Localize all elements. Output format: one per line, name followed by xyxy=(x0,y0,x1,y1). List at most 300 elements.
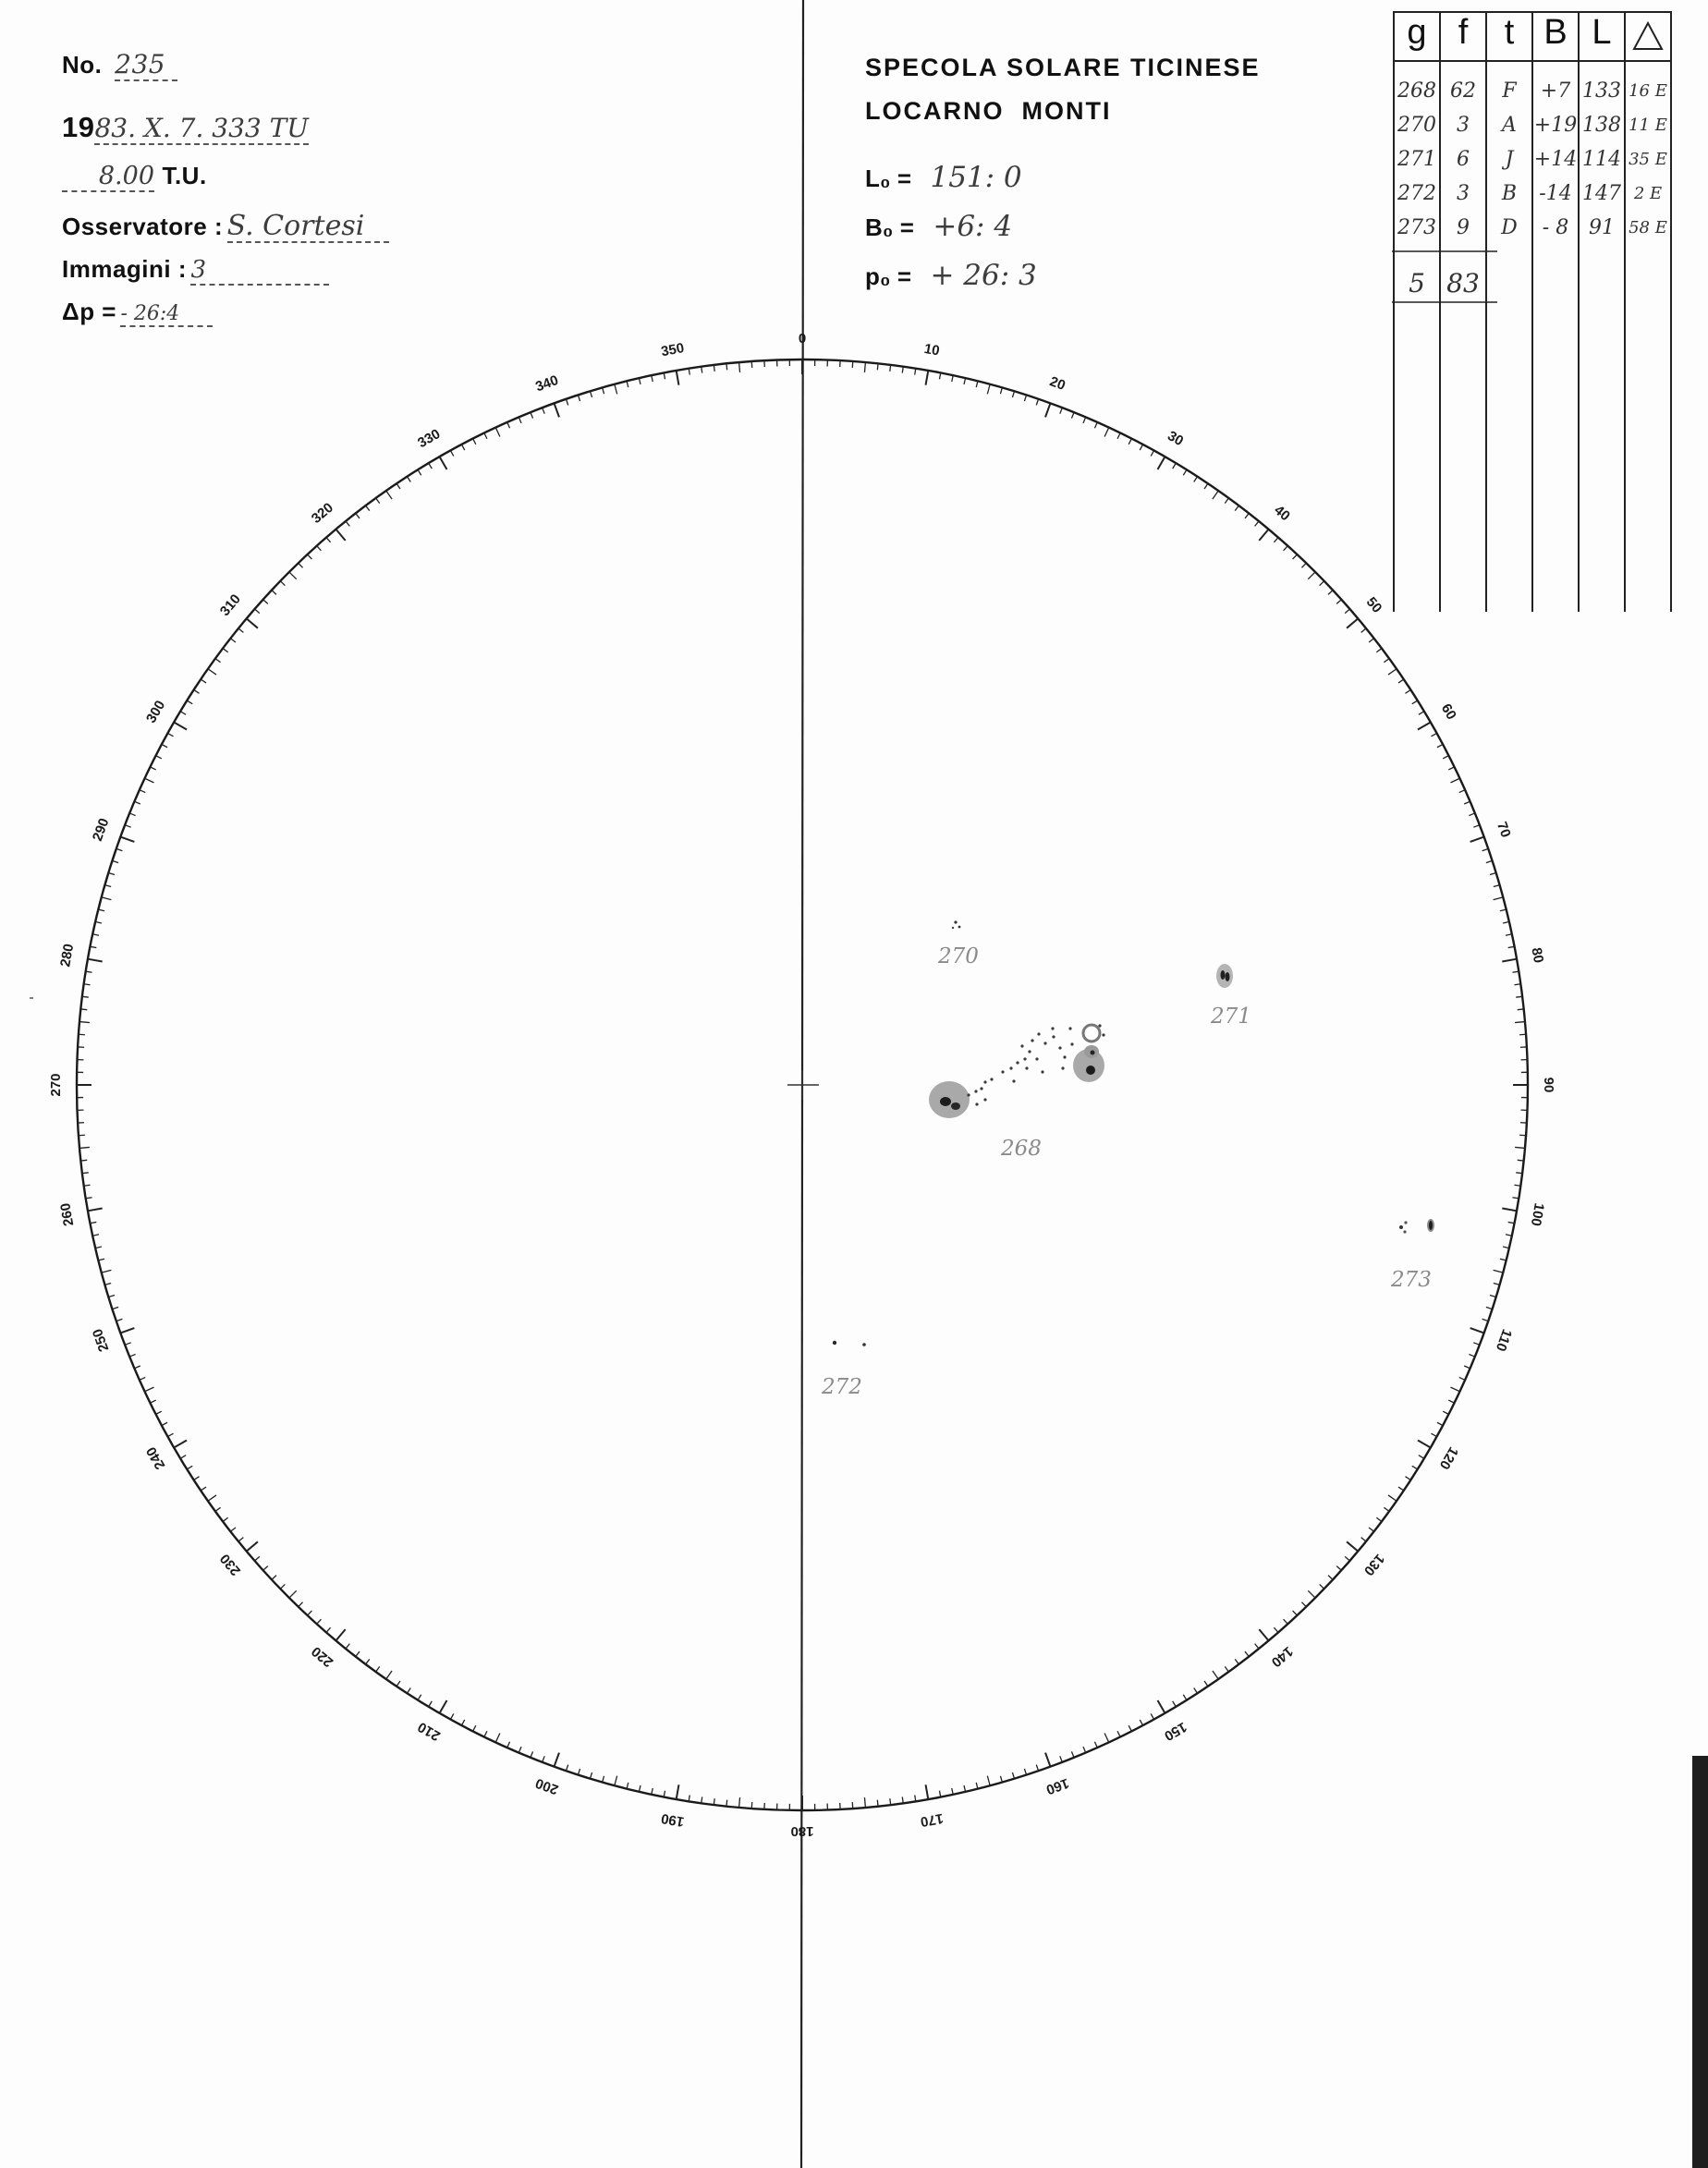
degree-tick xyxy=(726,1800,727,1807)
degree-tick xyxy=(125,825,131,828)
degree-tick xyxy=(1437,1422,1443,1425)
degree-tick xyxy=(1450,1387,1459,1392)
degree-label: 340 xyxy=(533,371,561,396)
sunspot-dot xyxy=(1031,1039,1033,1041)
degree-tick xyxy=(1448,767,1454,770)
degree-tick xyxy=(677,1784,679,1799)
degree-tick xyxy=(739,1797,740,1808)
sunspot-dot xyxy=(1102,1033,1104,1036)
table-cell-delta: 11 E xyxy=(1629,116,1667,135)
table-cell-B: +7 xyxy=(1540,79,1571,103)
degree-tick xyxy=(263,1566,268,1571)
degree-tick xyxy=(280,581,285,586)
degree-tick xyxy=(450,1713,453,1719)
degree-tick xyxy=(1508,1222,1515,1223)
degree-label: 320 xyxy=(308,499,336,527)
degree-tick xyxy=(987,1776,990,1786)
degree-tick xyxy=(1361,628,1366,632)
degree-tick xyxy=(440,457,447,469)
degree-label: 200 xyxy=(533,1774,561,1798)
sheet-number-label: No. xyxy=(62,51,103,79)
degree-tick xyxy=(326,538,331,542)
delta-p-row xyxy=(62,298,213,327)
degree-tick xyxy=(1293,554,1298,559)
degree-tick xyxy=(1494,1270,1504,1273)
degree-tick xyxy=(440,1700,447,1713)
param-p0-label: p₀ = xyxy=(865,262,912,290)
observer-label: Osservatore : xyxy=(62,213,224,240)
degree-label: 130 xyxy=(1360,1551,1388,1579)
degree-tick xyxy=(639,1785,640,1792)
degree-label: 220 xyxy=(308,1643,336,1671)
degree-tick xyxy=(1418,723,1431,730)
degree-tick xyxy=(1398,679,1404,683)
degree-tick xyxy=(98,909,104,911)
degree-tick xyxy=(1012,391,1014,397)
degree-tick xyxy=(88,959,103,962)
sunspot-dot xyxy=(1012,1079,1015,1082)
table-cell-B: -14 xyxy=(1539,182,1572,205)
total-spots: 83 xyxy=(1446,268,1480,298)
degree-tick xyxy=(1259,530,1268,541)
degree-tick xyxy=(129,1354,135,1357)
degree-tick xyxy=(1518,1160,1524,1161)
degree-tick xyxy=(1140,1720,1142,1725)
degree-label: 270 xyxy=(47,1073,64,1097)
sunspot-group-272 xyxy=(833,1341,866,1346)
degree-tick xyxy=(926,1784,929,1799)
degree-tick xyxy=(134,1366,140,1369)
sunspot-dot xyxy=(1052,1035,1055,1038)
sunspot-dot xyxy=(983,1098,986,1101)
degree-tick xyxy=(134,801,140,804)
sunspot-dot xyxy=(1025,1066,1028,1069)
degree-tick xyxy=(652,375,653,382)
table-cell-g: 268 xyxy=(1397,79,1436,103)
degree-tick xyxy=(376,498,380,504)
images-value: 3 xyxy=(190,257,329,286)
degree-tick xyxy=(418,469,421,475)
degree-tick xyxy=(194,1477,200,1480)
degree-tick xyxy=(1235,505,1238,511)
degree-tick xyxy=(208,1495,216,1501)
degree-label: 310 xyxy=(216,591,244,619)
param-p0 xyxy=(865,259,1037,292)
sunspot-dot xyxy=(1058,1046,1061,1049)
sunspot-dot xyxy=(1001,1070,1004,1073)
degree-label: 160 xyxy=(1043,1774,1071,1798)
degree-tick xyxy=(1419,712,1424,715)
degree-tick xyxy=(156,1411,162,1414)
sunspot-dot xyxy=(990,1078,993,1080)
sunspot-dot xyxy=(1009,1066,1012,1069)
degree-tick xyxy=(1140,445,1142,450)
degree-label: 150 xyxy=(1161,1718,1190,1744)
degree-tick xyxy=(79,1147,90,1148)
time-unit: T.U. xyxy=(162,162,207,189)
table-cell-g: 271 xyxy=(1397,148,1436,171)
degree-tick xyxy=(140,1377,145,1380)
degree-tick xyxy=(1412,700,1418,704)
degree-label: 190 xyxy=(659,1809,686,1830)
degree-tick xyxy=(1284,546,1288,551)
degree-label: 210 xyxy=(415,1718,444,1744)
degree-tick xyxy=(1470,1328,1484,1333)
degree-tick xyxy=(396,1681,400,1687)
degree-label: 40 xyxy=(1271,502,1293,525)
table-cell-delta: 58 E xyxy=(1629,218,1667,238)
degree-tick xyxy=(1173,463,1177,469)
degree-tick xyxy=(1071,412,1074,418)
degree-tick xyxy=(1293,1611,1298,1615)
degree-tick xyxy=(116,1319,123,1321)
sunspot-dot xyxy=(1037,1032,1040,1035)
degree-tick xyxy=(1345,1556,1349,1561)
param-L0 xyxy=(865,161,1022,194)
degree-tick xyxy=(1502,1209,1517,1212)
degree-tick xyxy=(187,700,192,704)
degree-tick xyxy=(1245,1651,1249,1657)
degree-tick xyxy=(1459,790,1465,793)
degree-tick xyxy=(615,384,617,395)
degree-tick xyxy=(578,1769,580,1775)
sunspot-dot xyxy=(1020,1044,1023,1047)
degree-tick xyxy=(1515,1022,1525,1023)
degree-tick xyxy=(1284,1619,1288,1624)
degree-tick xyxy=(326,1627,331,1632)
degree-tick xyxy=(1494,897,1504,900)
degree-tick xyxy=(1194,477,1198,482)
degree-tick xyxy=(1508,946,1515,947)
degree-tick xyxy=(429,463,433,469)
sunspot-dot xyxy=(1068,1027,1071,1029)
degree-tick xyxy=(1494,885,1500,887)
degree-tick xyxy=(1473,1343,1480,1346)
year-prefix: 19 xyxy=(62,111,95,143)
observatory-name: SPECOLA SOLARE TICINESE xyxy=(865,54,1261,81)
degree-tick xyxy=(964,378,966,384)
degree-tick xyxy=(255,1556,260,1561)
table-header-g: g xyxy=(1407,13,1427,52)
degree-tick xyxy=(95,1247,102,1248)
degree-tick xyxy=(120,837,134,842)
degree-tick xyxy=(145,1387,154,1392)
degree-tick xyxy=(1024,1769,1026,1775)
date-value: 83. X. 7. 333 TU xyxy=(94,113,309,143)
degree-tick xyxy=(80,1009,87,1010)
degree-tick xyxy=(1500,909,1507,911)
degree-label: 70 xyxy=(1493,820,1514,840)
degree-tick xyxy=(531,412,533,418)
degree-tick xyxy=(95,921,102,923)
sunspot-dot xyxy=(1016,1061,1019,1064)
degree-tick xyxy=(603,1776,604,1783)
degree-tick xyxy=(299,563,303,567)
group-label-270: 270 xyxy=(938,944,979,968)
table-cell-f: 6 xyxy=(1457,148,1470,171)
degree-tick xyxy=(1515,1147,1525,1148)
sunspot-dot xyxy=(1070,1042,1073,1045)
sunspot-group-268 xyxy=(929,1024,1105,1118)
degree-tick xyxy=(627,1783,628,1789)
degree-label: 350 xyxy=(659,340,686,360)
degree-tick xyxy=(215,1507,221,1511)
degree-tick xyxy=(102,1270,112,1273)
degree-tick xyxy=(1500,1259,1507,1261)
table-cell-delta: 2 E xyxy=(1633,184,1663,203)
param-L0-label: L₀ = xyxy=(865,164,912,192)
degree-tick xyxy=(112,1307,118,1309)
table-header-B: B xyxy=(1543,13,1568,52)
degree-tick xyxy=(473,439,476,445)
degree-tick xyxy=(1083,1747,1086,1752)
degree-tick xyxy=(88,1209,103,1212)
degree-tick xyxy=(407,477,410,482)
table-cell-L: 114 xyxy=(1582,148,1621,171)
degree-tick xyxy=(1418,1441,1431,1448)
degree-tick xyxy=(366,505,370,511)
degree-tick xyxy=(890,365,891,371)
sunspot-dot xyxy=(980,1087,982,1090)
degree-tick xyxy=(1459,1377,1465,1380)
degree-tick xyxy=(1328,1576,1333,1580)
degree-tick xyxy=(129,813,135,816)
degree-tick xyxy=(461,1720,464,1725)
group-label-272: 272 xyxy=(822,1375,862,1399)
degree-tick xyxy=(90,946,96,947)
degree-tick xyxy=(566,1765,567,1772)
degree-tick xyxy=(877,1800,878,1807)
sunspot-group-273 xyxy=(1399,1219,1434,1234)
observation-date xyxy=(62,111,309,145)
table-cell-g: 270 xyxy=(1397,114,1436,137)
degree-tick xyxy=(102,897,112,900)
images-label: Immagini : xyxy=(62,255,188,283)
degree-tick xyxy=(1502,959,1517,962)
degree-tick xyxy=(1151,450,1153,456)
table-cell-t: J xyxy=(1505,148,1514,171)
degree-tick xyxy=(461,445,464,450)
degree-tick xyxy=(976,1783,978,1789)
degree-tick xyxy=(386,491,392,499)
degree-label: 90 xyxy=(1541,1077,1557,1093)
degree-tick xyxy=(964,1785,966,1792)
degree-tick xyxy=(317,1619,322,1624)
degree-tick xyxy=(92,1235,99,1236)
degree-label: 300 xyxy=(143,698,169,726)
degree-tick xyxy=(864,1797,865,1808)
degree-tick xyxy=(407,1687,410,1693)
degree-tick xyxy=(1045,403,1050,417)
degree-tick xyxy=(308,554,312,559)
degree-tick xyxy=(1503,921,1509,923)
degree-tick xyxy=(1405,1477,1410,1480)
degree-tick xyxy=(1071,1751,1074,1757)
degree-tick xyxy=(356,513,360,518)
degree-label: 10 xyxy=(922,340,941,359)
sunspot-group-271 xyxy=(1216,964,1233,988)
degree-label: 260 xyxy=(57,1201,78,1228)
degree-tick xyxy=(79,1022,90,1023)
table-cell-t: F xyxy=(1502,79,1517,103)
table-cell-t: A xyxy=(1502,114,1517,137)
sunspot-dot xyxy=(1028,1050,1031,1053)
degree-tick xyxy=(1045,1753,1050,1767)
sunspot-dot xyxy=(1051,1027,1054,1029)
degree-tick xyxy=(194,689,200,693)
degree-tick xyxy=(1012,1772,1014,1779)
degree-tick xyxy=(1482,848,1489,850)
degree-tick xyxy=(726,363,727,370)
degree-label: 240 xyxy=(143,1443,169,1472)
degree-tick xyxy=(289,1590,297,1598)
degree-tick xyxy=(1494,1283,1500,1285)
degree-tick xyxy=(1225,498,1228,504)
sunspot-dot xyxy=(975,1102,978,1105)
degree-tick xyxy=(1060,408,1063,414)
degree-tick xyxy=(1347,618,1358,627)
degree-tick xyxy=(272,591,276,595)
degree-tick xyxy=(396,483,400,489)
degree-tick xyxy=(543,1756,545,1762)
degree-tick xyxy=(272,1576,276,1580)
degree-tick xyxy=(386,1671,392,1679)
degree-tick xyxy=(555,1753,559,1767)
degree-tick xyxy=(1469,813,1474,816)
sunspot-dot xyxy=(1035,1057,1038,1060)
degree-label: 0 xyxy=(798,330,807,347)
degree-tick xyxy=(120,1328,134,1333)
degree-tick xyxy=(145,778,154,783)
degree-tick xyxy=(289,572,297,579)
degree-tick xyxy=(1398,1487,1404,1491)
degree-tick xyxy=(1308,1590,1315,1598)
table-cell-B: - 8 xyxy=(1542,216,1569,239)
degree-tick xyxy=(1117,1731,1120,1736)
degree-tick xyxy=(1516,996,1522,997)
degree-tick xyxy=(140,790,145,793)
degree-label: 250 xyxy=(89,1326,113,1354)
time-value: 8.00 xyxy=(62,163,154,192)
degree-tick xyxy=(1388,669,1397,675)
degree-tick xyxy=(664,372,665,379)
degree-tick xyxy=(1194,1687,1198,1693)
degree-tick xyxy=(247,618,258,627)
degree-tick xyxy=(1104,428,1109,437)
degree-tick xyxy=(108,872,115,874)
degree-tick xyxy=(1419,1455,1424,1459)
degree-tick xyxy=(201,679,206,683)
degree-label: 30 xyxy=(1165,428,1187,450)
degree-tick xyxy=(1094,1742,1097,1748)
table-cell-t: B xyxy=(1501,182,1518,205)
degree-tick xyxy=(1274,538,1278,542)
degree-tick xyxy=(1503,1247,1509,1248)
table-cell-B: +14 xyxy=(1533,148,1578,171)
degree-tick xyxy=(1204,1681,1208,1687)
degree-tick xyxy=(507,422,510,428)
degree-tick xyxy=(1328,591,1333,595)
degree-tick xyxy=(116,848,123,850)
degree-tick xyxy=(639,378,640,384)
degree-tick xyxy=(1490,1295,1496,1297)
degree-tick xyxy=(346,1644,349,1649)
degree-tick xyxy=(555,403,559,417)
degree-tick xyxy=(317,546,322,551)
sunspot-dot xyxy=(1098,1024,1101,1027)
degree-tick xyxy=(590,391,592,397)
degree-label: 20 xyxy=(1047,373,1068,395)
degree-tick xyxy=(1490,872,1496,874)
degree-tick xyxy=(104,1283,111,1285)
degree-tick xyxy=(223,649,228,652)
degree-tick xyxy=(238,1538,243,1541)
degree-tick xyxy=(230,1528,236,1531)
degree-tick xyxy=(162,1422,167,1425)
degree-tick xyxy=(1369,639,1374,642)
degree-tick xyxy=(280,1584,285,1589)
total-groups: 5 xyxy=(1409,268,1425,298)
degree-tick xyxy=(1094,422,1097,428)
degree-tick xyxy=(578,395,580,401)
degree-label: 60 xyxy=(1437,700,1459,723)
degree-tick xyxy=(82,1173,89,1174)
sunspot-dot xyxy=(1061,1066,1064,1069)
degree-tick xyxy=(336,1629,345,1640)
degree-tick xyxy=(566,399,567,406)
degree-tick xyxy=(864,362,865,372)
table-header-t: t xyxy=(1504,13,1515,52)
table-cell-g: 273 xyxy=(1397,216,1436,239)
degree-tick xyxy=(174,723,187,730)
observer-value: S. Cortesi xyxy=(227,211,389,243)
degree-tick xyxy=(1301,563,1306,567)
degree-tick xyxy=(104,885,111,887)
degree-tick xyxy=(1204,483,1208,489)
degree-label: 280 xyxy=(57,942,78,968)
degree-tick xyxy=(976,381,978,387)
degree-tick xyxy=(1036,1765,1038,1772)
degree-tick xyxy=(1443,756,1448,759)
degree-tick xyxy=(484,432,487,438)
degree-tick xyxy=(877,363,878,370)
degree-tick xyxy=(1158,1700,1165,1713)
degree-tick xyxy=(167,1433,173,1436)
degree-tick xyxy=(1000,1776,1002,1783)
table-cell-delta: 16 E xyxy=(1629,81,1667,101)
param-L0-value: 151: 0 xyxy=(930,161,1022,194)
degree-tick xyxy=(1274,1627,1278,1632)
degree-tick xyxy=(1384,1507,1389,1511)
degree-tick xyxy=(677,371,679,385)
degree-tick xyxy=(187,1466,192,1469)
degree-tick xyxy=(1235,1659,1238,1664)
param-p0-value: + 26: 3 xyxy=(930,259,1037,292)
degree-tick xyxy=(418,1695,421,1700)
degree-tick xyxy=(1361,1538,1366,1541)
degree-tick xyxy=(201,1487,206,1491)
degree-tick xyxy=(1518,1009,1524,1010)
degree-tick xyxy=(987,384,990,395)
degree-tick xyxy=(531,1751,533,1757)
degree-tick xyxy=(1384,659,1389,663)
sunspot-group-270 xyxy=(952,920,961,929)
degree-tick xyxy=(1469,1354,1474,1357)
table-cell-f: 3 xyxy=(1457,114,1470,137)
table-cell-L: 138 xyxy=(1582,114,1621,137)
degree-tick xyxy=(590,1772,592,1779)
degree-tick xyxy=(238,628,243,632)
